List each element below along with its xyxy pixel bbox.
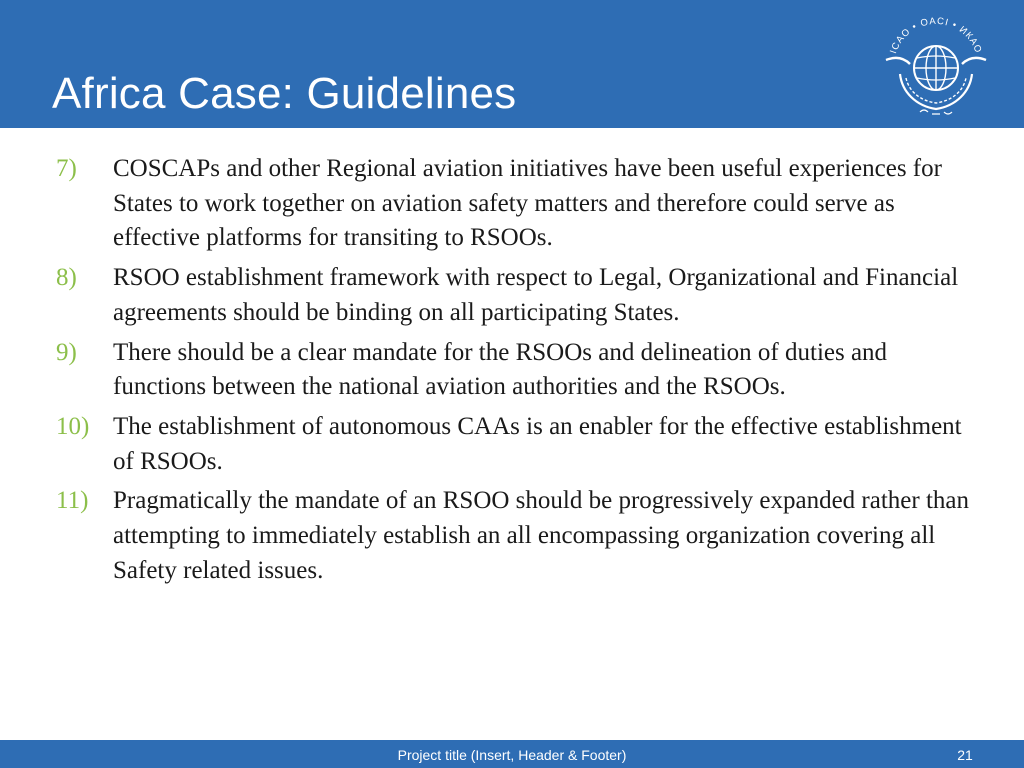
list-item — [56, 336, 976, 405]
list-item — [56, 261, 976, 330]
list-item — [56, 484, 976, 588]
list-item-text: RSOO establishment framework with respect to Legal, Organizational and Financial agreements should be binding on all participating States. — [113, 264, 959, 326]
list-item — [56, 410, 976, 479]
list-item-number: 9) — [56, 338, 77, 366]
logo-text: ICAO • OACI • ИКАО — [888, 15, 984, 56]
list-item-number: 10) — [56, 412, 90, 440]
list-item-number: 7) — [56, 155, 77, 182]
list-item-number: 8) — [56, 264, 77, 292]
list-item — [56, 152, 976, 256]
list-item-text: The establishment of autonomous CAAs is an enabler for the effective establishment of RSOOs. — [113, 412, 962, 475]
slide-title: Africa Case: Guidelines — [52, 69, 517, 118]
footer-text: Project title (Insert, Header & Footer) — [397, 747, 627, 763]
icao-emblem-icon — [876, 8, 996, 120]
list-item-text: COSCAPs and other Regional aviation initiatives have been useful experiences for States to work together on aviation safety matters and therefore could serve as effective platforms for transiting to RSOOs. — [113, 155, 942, 252]
list-item-text: Pragmatically the mandate of an RSOO should be progressively expanded rather than attempting to immediately establish an all encompassing organization covering all Safety related issues. — [113, 487, 970, 584]
guidelines-list — [56, 152, 976, 593]
page-number: 21 — [957, 747, 973, 763]
list-item-number: 11) — [56, 487, 89, 515]
list-item-text: There should be a clear mandate for the RSOOs and delineation of duties and functions between the national aviation authorities and the RSOOs. — [113, 338, 888, 401]
